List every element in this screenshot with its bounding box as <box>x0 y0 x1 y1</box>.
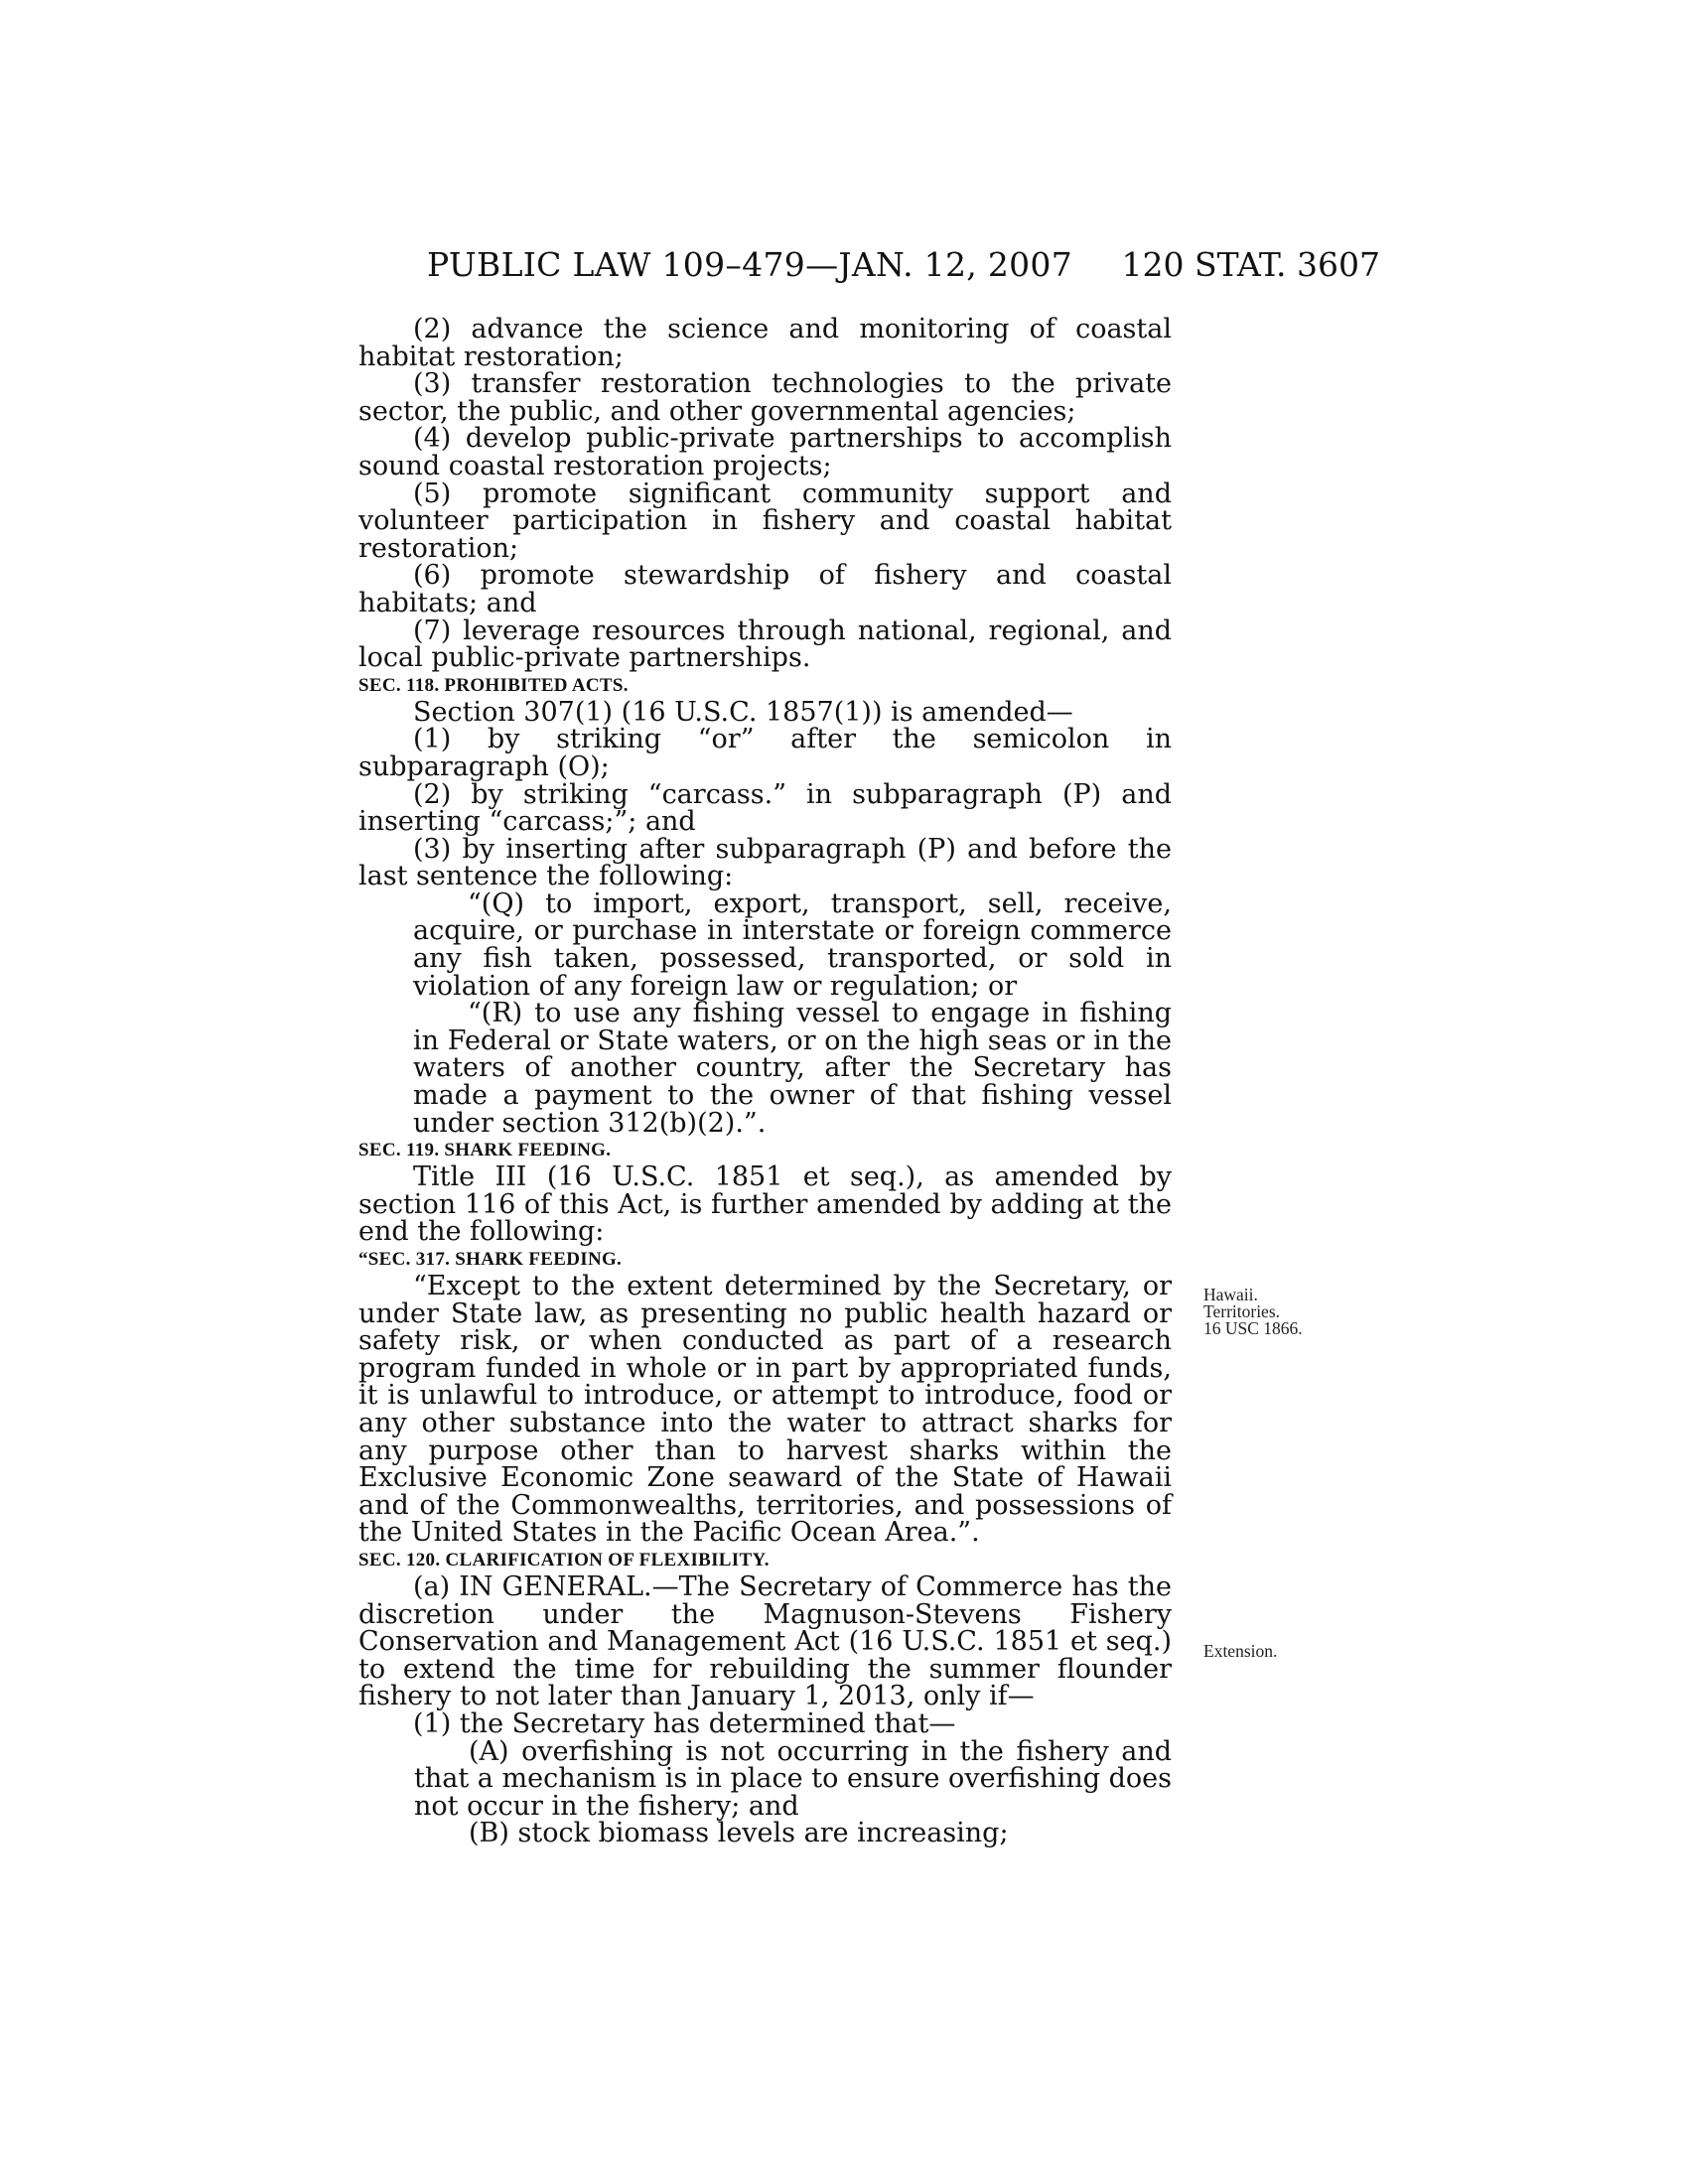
paragraph-2: (2) advance the science and monitoring of coastal habitat restoration; <box>358 314 1172 372</box>
subparagraph-r: “(R) to use any fishing vessel to engage in fishing in Federal or State waters, or on the high seas or in the waters of another country, after the Secretary has made a payment to the owner of that fishing vessel under section 312(b)(2).”. <box>413 998 1172 1139</box>
section-118-item-1: (1) by striking “or” after the semicolon in subparagraph (O); <box>358 724 1172 782</box>
page-header <box>427 245 1380 285</box>
section-118-item-3: (3) by inserting after subparagraph (P) and before the last sentence the following: <box>358 833 1172 892</box>
section-317-text: “Except to the extent determined by the Secretary, or under State law, as presenting no public health hazard or safety risk, or when conducted as part of a research program funded in whole or in part by appropriated funds, it is unlawful to introduce, or attempt to introduce, food or any other substance into the water to attract sharks for any purpose other than to harvest sharks within the Exclusive Economic Zone seaward of the State of Hawaii and of the Commonwealths, territories, and possessions of the United States in the Pacific Ocean Area.”. <box>358 1271 1172 1549</box>
section-118-item-2: (2) by striking “carcass.” in subparagraph (P) and inserting “carcass;”; and <box>358 778 1172 838</box>
margin-note-line: Territories. <box>1203 1301 1281 1321</box>
section-heading-120: SEC. 120. CLARIFICATION OF FLEXIBILITY. <box>358 1549 770 1570</box>
section-heading-119: SEC. 119. SHARK FEEDING. <box>358 1140 612 1161</box>
section-120-item-a: (A) overfishing is not occurring in the fishery and that a mechanism is in place to ensure overfishing does not occur in the fishery; and <box>414 1735 1172 1822</box>
subparagraph-q: “(Q) to import, export, transport, sell, receive, acquire, or purchase in interstate or foreign commerce any fish taken, possessed, transported, or sold in violation of any foreign law or regulation; or <box>413 887 1172 1002</box>
section-120-item-1: (1) the Secretary has determined that— <box>413 1707 956 1739</box>
margin-note-hawaii <box>1203 1287 1303 1337</box>
margin-note-line: Hawaii. <box>1203 1285 1258 1304</box>
statute-page-number: 120 STAT. 3607 <box>1121 245 1380 284</box>
section-119-text: Title III (16 U.S.C. 1851 et seq.), as amended by section 116 of this Act, is further amended by adding at the end the following: <box>358 1161 1172 1248</box>
paragraph-5: (5) promote significant community support and volunteer participation in fishery and coastal habitat restoration; <box>358 478 1172 564</box>
subsection-a-text: —The Secretary of Commerce has the discretion under the Magnuson-Stevens Fishery Conservation and Management Act (16 U.S.C. 1851 et seq.) to extend the time for rebuilding the summer flounder fishery to not later than January 1, 2013, only if— <box>358 1570 1172 1712</box>
margin-note-line: 16 USC 1866. <box>1203 1318 1303 1338</box>
subsection-a-label: (a) IN GENERAL. <box>413 1570 652 1602</box>
paragraph-7: (7) leverage resources through national, regional, and local public-private partnerships. <box>358 614 1172 674</box>
running-title: PUBLIC LAW 109–479—JAN. 12, 2007 <box>427 245 1073 284</box>
section-heading-317: “SEC. 317. SHARK FEEDING. <box>358 1249 623 1270</box>
paragraph-6: (6) promote stewardship of fishery and coastal habitats; and <box>358 560 1172 618</box>
section-heading-118: SEC. 118. PROHIBITED ACTS. <box>358 674 629 696</box>
section-120-item-b: (B) stock biomass levels are increasing; <box>469 1818 1009 1849</box>
section-120-subsection-a <box>358 1570 1172 1712</box>
paragraph-3: (3) transfer restoration technologies to the private sector, the public, and other governmental agencies; <box>358 368 1172 427</box>
page-body <box>358 316 1172 1847</box>
section-118-intro: Section 307(1) (16 U.S.C. 1857(1)) is amended— <box>413 696 1073 728</box>
margin-note-extension: Extension. <box>1203 1641 1278 1661</box>
paragraph-4: (4) develop public-private partnerships to accomplish sound coastal restoration projects; <box>358 423 1172 481</box>
